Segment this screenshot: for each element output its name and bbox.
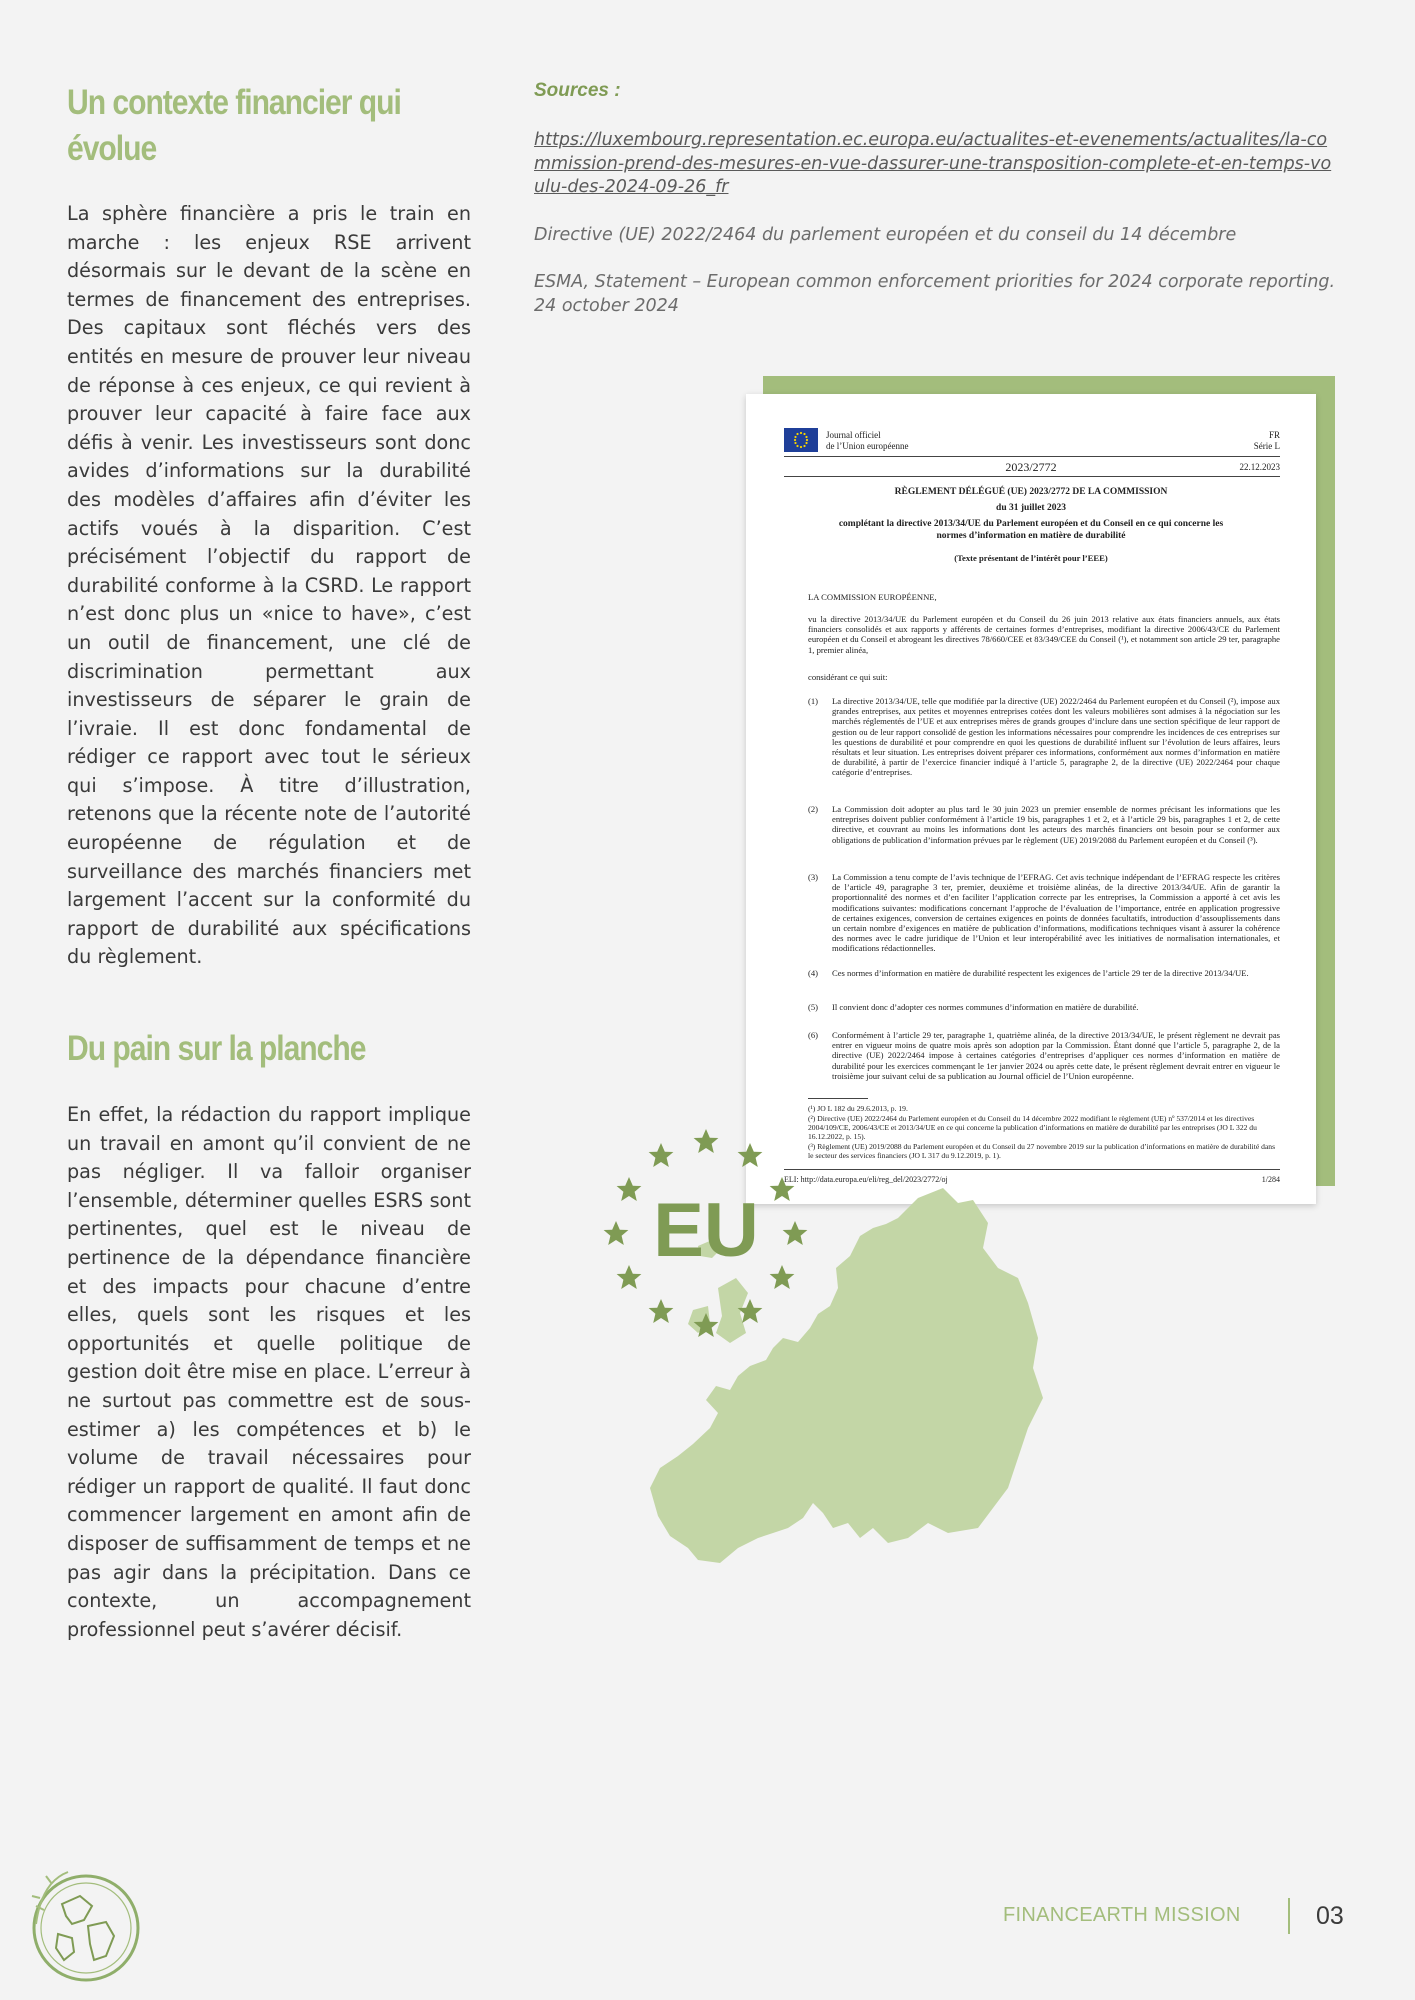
document-page: 1/284 (1261, 1175, 1280, 1184)
regulation-document (746, 394, 1316, 1204)
eli-link: ELI: http://data.europa.eu/eli/reg_del/2023/2772/oj (784, 1175, 948, 1184)
footer-divider (1288, 1898, 1290, 1934)
footnote: (³) Règlement (UE) 2019/2088 du Parlement européen et du Conseil du 27 novembre 2019 sur la publication d’informations en matière de durabilité dans le secteur des services financiers (JO L 317 du 9.12.2019, p. 1). (808, 1142, 1276, 1160)
language-series: FR Série L (1253, 430, 1280, 451)
item-number: (3) (808, 872, 819, 882)
document-title-1: RÈGLEMENT DÉLÉGUÉ (UE) 2023/2772 DE LA COMMISSION (894, 487, 1168, 497)
item-text: Ces normes d’information en matière de durabilité respectent les exigences de l’article 29 ter de la directive 2013/34/UE. (832, 968, 1249, 978)
item-number: (4) (808, 968, 819, 978)
section-title-contexte: Un contexte financier qui évolue (67, 83, 401, 168)
item-text: Il convient donc d’adopter ces normes communes d’information en matière de durabilité. (832, 1002, 1139, 1012)
commission-label: LA COMMISSION EUROPÉENNE, (808, 592, 937, 602)
document-date: 22.12.2023 (1239, 462, 1280, 472)
vu-paragraph: vu la directive 2013/34/UE du Parlement européen et du Conseil du 26 juin 2013 relative aux états financiers annuels, aux états financiers consolidés et aux rapports y afférents de certaines formes d’entreprises, modifiant la directive 2006/43/CE du Parlement européen et du Conseil et abrogeant les directives 78/660/CEE et 83/349/CEE du Conseil (¹), et notamment son article 29 ter, paragraphe 1, premier alinéa, (808, 614, 1280, 655)
footer-brand: FINANCEARTH MISSION (1003, 1904, 1241, 1926)
eu-flag-icon (784, 428, 818, 452)
item-text: La Commission doit adopter au plus tard le 30 juin 2023 un premier ensemble de normes précisant les informations que les entreprises doivent publier conformément à l’article 19 bis, paragraphes 1 et 2, et à l’article 29 bis, paragraphes 1 et 2, de cette directive, et couvrant au moins les informations dont les acteurs des marchés financiers ont besoin pour se conformer aux obligations de publication d’information prévues par le règlement (UE) 2019/2088 du Parlement européen et du Conseil (³). (832, 804, 1280, 845)
item-number: (2) (808, 804, 819, 814)
source-link[interactable]: https://luxembourg.representation.ec.europa.eu/actualites-et-evenements/actualites/la-commission-prend-des-mesures-en-vue-dassurer-une-transposition-complete-et-en-temps-voulu-des-2024-09-26_fr (534, 130, 1332, 197)
document-title-4: (Texte présentant de l’intérêt pour l’EEE) (954, 553, 1108, 563)
item-number: (1) (808, 696, 819, 706)
document-title-2: du 31 juillet 2023 (996, 503, 1066, 513)
section-body-pain: En effet, la rédaction du rapport implique un travail en amont qu’il convient de ne pas négliger. Il va falloir organiser l’ensemble, déterminer quelles ESRS sont pertinentes, quel est le niveau de pertinence de la dépendance financière et des impacts pour chacune d’entre elles, quels sont les risques et les opportunités et quelle politique de gestion doit être mise en place. L’erreur à ne surtout pas commettre est de sous-estimer a) les compétences et b) le volume de travail nécessaires pour rédiger un rapport de qualité. Il faut donc commencer largement en amont afin de disposer de suffisamment de temps et ne pas agir dans la précipitation. Dans ce contexte, un accompagnement professionnel peut s’avérer décisif. (67, 1103, 471, 1641)
footnote: (²) Directive (UE) 2022/2464 du Parlement européen et du Conseil du 14 décembre 2022 modifiant le règlement (UE) nº 537/2014 et les directives 2004/109/CE, 2006/43/CE et 2013/34/UE en ce qui concerne la publication d’informations en matière de durabilité par les entreprises (JO L 322 du 16.12.2022, p. 15). (808, 1114, 1257, 1141)
item-text: Conformément à l’article 29 ter, paragraphe 1, quatrième alinéa, de la directive 2013/34/UE, le présent règlement ne devrait pas entrer en vigueur moins de quatre mois après son adoption par la Commission. Étant donné que l’article 5, paragraphe 2, de la directive (UE) 2022/2464 impose à certaines catégories d’entreprises d’appliquer ces normes d’information en matière de durabilité pour les exercices commençant le 1er janvier 2024 ou après cette date, le présent règlement devrait entrer en vigueur le troisième jour suivant celui de sa publication au Journal officiel de l’Union européenne. (832, 1030, 1280, 1081)
footnote-rule (808, 1098, 868, 1099)
page-number: 03 (1316, 1902, 1344, 1930)
section-title-pain: Du pain sur la planche (67, 1029, 366, 1068)
document-title-3: complétant la directive 2013/34/UE du Parlement européen et du Conseil en ce qui concerne les normes d’information en matière de durabilité (838, 519, 1224, 541)
item-text: La Commission a tenu compte de l’avis technique de l’EFRAG. Cet avis technique indépendant de l’EFRAG respecte les critères de l’article 49, paragraphe 3 ter, premier, deuxième et troisième alinéas, de la directive 2013/34/UE. Afin de garantir la proportionnalité des normes et d’en faciliter l’application correcte par les entreprises, la Commission a apporté à cet avis les modifications suivantes: modifications concernant l’approche de l’évaluation de l’importance, entrée en application progressive de certaines exigences, conversion de certaines exigences en points de données facultatifs, introduction d’assouplissements dans un certain nombre d’exigences en matière de publication d’informations, modifications techniques visant à assurer la cohérence des normes avec le cadre juridique de l’Union et leur interopérabilité avec les initiatives de normalisation internationales, et modifications rédactionnelles. (832, 872, 1280, 954)
item-number: (6) (808, 1030, 819, 1040)
source-directive: Directive (UE) 2022/2464 du parlement européen et du conseil du 14 décembre (534, 225, 1237, 245)
globe-logo-icon (22, 1864, 146, 1988)
header-rule (784, 456, 1280, 457)
journal-label: Journal officiel de l’Union européenne (826, 430, 909, 451)
eu-map-graphic (598, 1128, 1088, 1578)
sources-title: Sources : (534, 80, 621, 101)
footnote: (¹) JO L 182 du 29.6.2013, p. 19. (808, 1104, 908, 1113)
item-number: (5) (808, 1002, 819, 1012)
document-number: 2023/2772 (1005, 460, 1057, 474)
section-body-contexte: La sphère financière a pris le train en marche : les enjeux RSE arrivent désormais sur le devant de la scène en termes de financement des entreprises. Des capitaux sont fléchés vers des entités en mesure de prouver leur niveau de réponse à ces enjeux, ce qui revient à prouver leur capacité à faire face aux défis à venir. Les investisseurs sont donc avides d’informations sur la durabilité des modèles d’affaires afin d’éviter les actifs voués à la disparition. C’est précisément l’objectif du rapport de durabilité conforme à la CSRD. Le rapport n’est donc plus un «nice to have», c’est un outil de financement, une clé de discrimination permettant aux investisseurs de séparer le grain de l’ivraie. Il est donc fondamental de rédiger ce rapport avec tout le sérieux qui s’impose. À titre d’illustration, retenons que la récente note de l’autorité européenne de régulation et de surveillance des marchés financiers met largement l’accent sur la conformité du rapport de durabilité aux spécifications du règlement. (67, 202, 471, 969)
header-rule-2 (784, 476, 1280, 477)
source-esma: ESMA, Statement – European common enforcement priorities for 2024 corporate reporting. 24 october 2024 (534, 272, 1336, 316)
item-text: La directive 2013/34/UE, telle que modifiée par la directive (UE) 2022/2464 du Parlement européen et du Conseil (²), impose aux grandes entreprises, aux petites et moyennes entreprises cotées dont les valeurs mobilières sont admises à la négociation sur les marchés réglementés de l’UE et aux entreprises mères de grands groupes d’inclure dans une section spécifique de leur rapport de gestion ou de leur rapport consolidé de gestion les informations nécessaires pour comprendre les incidences de ces entreprises sur les questions de durabilité et pour comprendre en quoi les questions de durabilité influent sur l’évolution de leurs affaires, leurs résultats et leur situation. Les entreprises doivent préparer ces informations, conformément aux normes d’information en matière de durabilité, à partir de l’exercice financier indiqué à l’article 5, paragraphe 2, de la directive (UE) 2022/2464 pour chaque catégorie d’entreprises. (832, 696, 1280, 778)
considerant-label: considérant ce qui suit: (808, 672, 888, 682)
eu-label: EU (653, 1188, 759, 1273)
